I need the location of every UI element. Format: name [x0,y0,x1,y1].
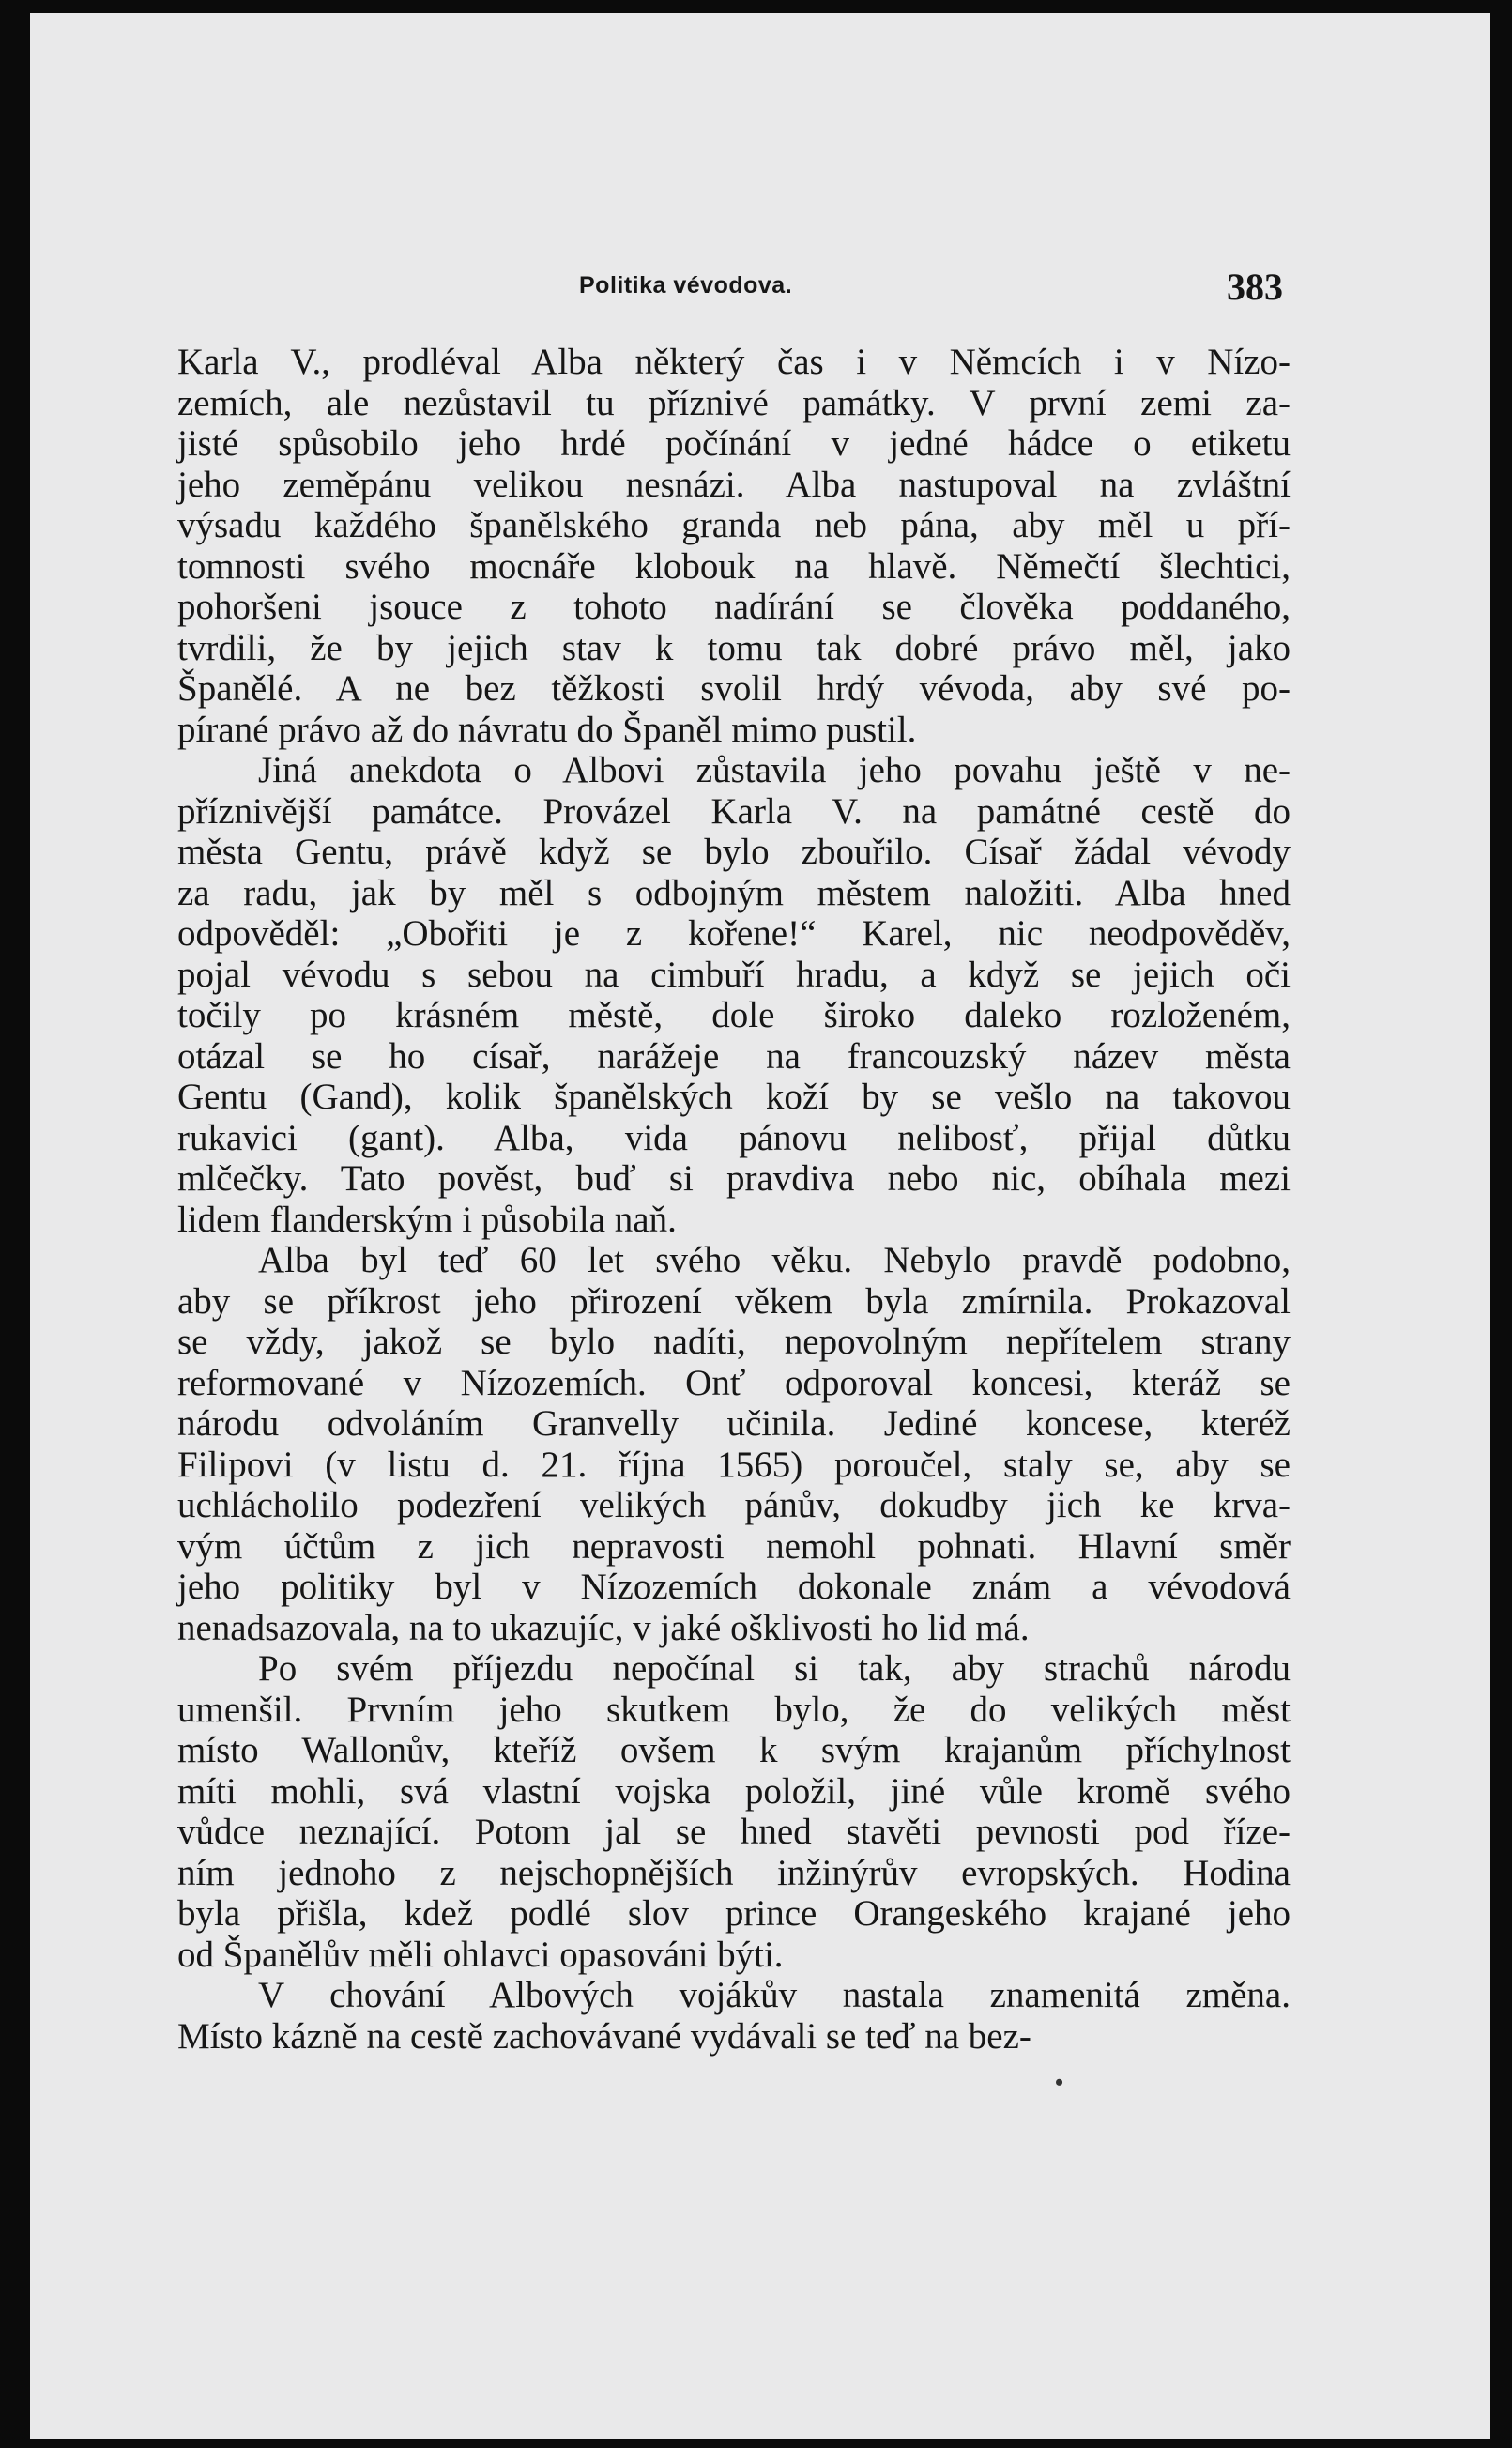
text-line: reformované v Nízozemích. Onť odporoval koncesi, kteráž se [177,1362,1291,1403]
text-line: výsadu každého španělského granda neb pána, aby měl u pří- [177,505,1291,545]
text-line: pohoršeni jsouce z tohoto nadírání se člověka poddaného, [177,587,1291,627]
text-line: zemích, ale nezůstavil tu příznivé památky. V první zemi za- [177,382,1291,423]
text-line: tomnosti svého mocnáře klobouk na hlavě. Němečtí šlechtici, [177,545,1291,587]
running-head: Politika vévodova. [579,272,793,298]
paragraph [177,1240,1291,1648]
page-header [30,265,1490,321]
text-line: jeho politiky byl v Nízozemích dokonale znám a vévodová [177,1567,1291,1607]
text-line: rukavici (gant). Alba, vida pánovu nelibosť, přijal důtku [177,1117,1291,1158]
text-line: Alba byl teď 60 let svého věku. Nebylo pravdě podobno, [258,1240,1291,1280]
text-line: vým účtům z jich nepravosti nemohl pohnati. Hlavní směr [177,1525,1291,1567]
text-line: uchlácholilo podezření velikých pánův, dokudby jich ke krva- [177,1485,1291,1525]
text-line: mlčečky. Tato pověst, buď si pravdiva nebo nic, obíhala mezi [177,1158,1291,1199]
text-line: pírané právo až do návratu do Španěl mimo pustil. [177,709,917,750]
text-line: jeho zeměpánu velikou nesnázi. Alba nastupoval na zvláštní [177,464,1291,505]
text-line: aby se příkrost jeho přirození věkem byla zmírnila. Prokazoval [177,1280,1291,1322]
text-line: Jiná anekdota o Albovi zůstavila jeho povahu ještě v ne- [258,750,1291,790]
printer-mark: • [1055,2069,1064,2096]
paragraph [177,1975,1291,2057]
text-line: Místo kázně na cestě zachovávané vydávali se teď na bez- [177,2015,1031,2057]
text-line: umenšil. Prvním jeho skutkem bylo, že do velikých měst [177,1689,1291,1730]
text-line: pojal vévodu s sebou na cimbuří hradu, a když se jejich oči [177,954,1291,995]
body-text [177,342,1291,2057]
text-line: otázal se ho císař, narážeje na francouzský název města [177,1035,1291,1077]
text-line: národu odvoláním Granvelly učinila. Jediné koncese, kteréž [177,1403,1291,1444]
text-line: V chování Albových vojákův nastala znamenitá změna. [258,1975,1291,2015]
text-line: nenadsazovala, na to ukazujíc, v jaké ošklivosti ho lid má. [177,1607,1030,1648]
text-line: místo Wallonův, kteříž ovšem k svým krajanům příchylnost [177,1730,1291,1770]
page-number: 383 [1227,266,1283,308]
text-line: Gentu (Gand), kolik španělských koží by se vešlo na takovou [177,1077,1291,1117]
text-line: od Španělův měli ohlavci opasováni býti. [177,1934,784,1975]
book-page [30,13,1490,2439]
text-line: Karla V., prodléval Alba některý čas i v Němcích i v Nízo- [177,342,1291,382]
text-line: města Gentu, právě když se bylo zbouřilo. Císař žádal vévody [177,832,1291,872]
text-line: vůdce neznající. Potom jal se hned stavěti pevnosti pod říze- [177,1812,1291,1852]
paragraph [177,750,1291,1240]
text-line: lidem flanderským i působila naň. [177,1199,677,1240]
paragraph [177,1648,1291,1975]
text-line: točily po krásném městě, dole široko daleko rozloženém, [177,995,1291,1035]
text-line: Filipovi (v listu d. 21. října 1565) poroučel, staly se, aby se [177,1444,1291,1485]
text-line: Po svém příjezdu nepočínal si tak, aby strachů národu [258,1648,1291,1689]
text-line: byla přišla, kdež podlé slov prince Orangeského krajané jeho [177,1893,1291,1934]
text-line: příznivější památce. Provázel Karla V. na památné cestě do [177,790,1291,832]
text-line: míti mohli, svá vlastní vojska položil, jiné vůle kromě svého [177,1770,1291,1812]
text-line: odpověděl: „Obořiti je z kořene!“ Karel, nic neodpověděv, [177,913,1291,954]
text-line: ním jednoho z nejschopnějších inžinýrův evropských. Hodina [177,1852,1291,1893]
text-line: tvrdili, že by jejich stav k tomu tak dobré právo měl, jako [177,627,1291,668]
text-line: se vždy, jakož se bylo nadíti, nepovolným nepřítelem strany [177,1322,1291,1362]
text-line: za radu, jak by měl s odbojným městem naložiti. Alba hned [177,872,1291,913]
text-line: jisté spůsobilo jeho hrdé počínání v jedné hádce o etiketu [177,423,1291,464]
text-line: Španělé. A ne bez těžkosti svolil hrdý vévoda, aby své po- [177,668,1291,709]
paragraph [177,342,1291,750]
